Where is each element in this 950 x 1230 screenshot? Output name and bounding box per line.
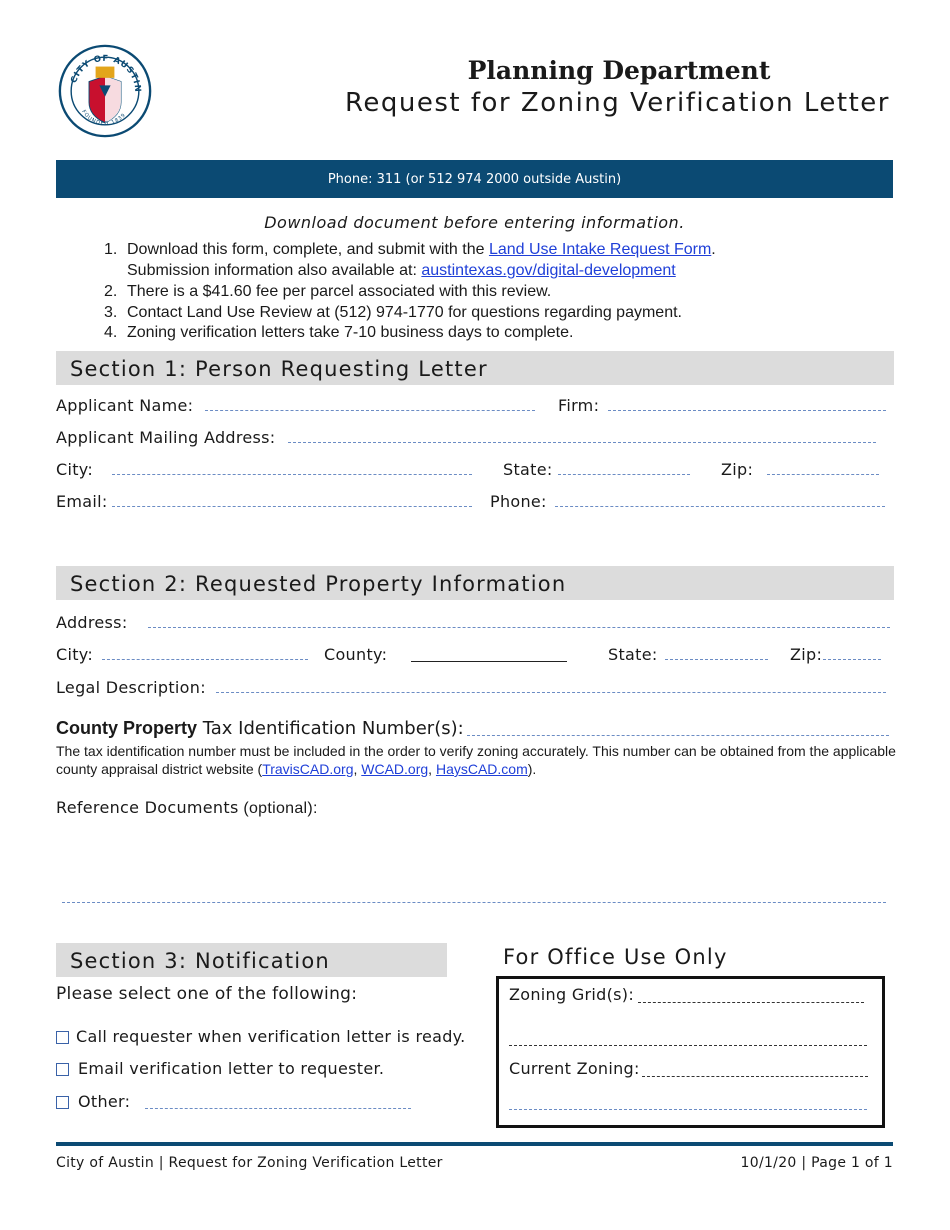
instruction-number: 2. — [104, 283, 118, 300]
mailing-address-field[interactable] — [288, 442, 876, 443]
other-label: Other: — [78, 1092, 131, 1111]
seal-ring-text: CITY OF AUSTIN — [68, 52, 144, 93]
tax-id-field[interactable] — [467, 735, 889, 736]
tax-id-note — [56, 742, 896, 778]
instruction-text: Contact Land Use Review at (512) 974-1770 for questions regarding payment. — [127, 304, 682, 321]
mailing-address-label: Applicant Mailing Address: — [56, 428, 276, 447]
link-separator: , — [428, 761, 436, 777]
footer-left-text: City of Austin | Request for Zoning Verification Letter — [56, 1155, 443, 1171]
zoning-grid-label: Zoning Grid(s): — [509, 985, 635, 1004]
legal-description-field[interactable] — [216, 692, 886, 693]
applicant-name-label: Applicant Name: — [56, 396, 194, 415]
email-label: Email: — [56, 492, 108, 511]
property-address-label: Address: — [56, 613, 128, 632]
reference-documents-field[interactable] — [62, 902, 886, 903]
current-zoning-label: Current Zoning: — [509, 1059, 640, 1078]
instruction-after: . — [711, 241, 716, 258]
applicant-city-field[interactable] — [112, 474, 472, 475]
other-field[interactable] — [145, 1108, 411, 1109]
reference-documents-label — [56, 798, 318, 818]
email-letter-checkbox[interactable] — [56, 1063, 69, 1076]
email-field[interactable] — [112, 506, 472, 507]
traviscad-link[interactable]: TravisCAD.org — [262, 761, 354, 777]
optional-text: (optional): — [238, 800, 318, 817]
phone-field[interactable] — [555, 506, 885, 507]
link-separator: , — [353, 761, 362, 777]
phone-banner: Phone: 311 (or 512 974 2000 outside Austin) — [56, 160, 893, 198]
other-checkbox[interactable] — [56, 1096, 69, 1109]
call-requester-label: Call requester when verification letter is ready. — [76, 1027, 466, 1046]
instruction-text: Zoning verification letters take 7-10 business days to complete. — [127, 324, 574, 341]
tax-note-text: The tax identification number must be included in the order to verify zoning accurately. This number can be obtained from the applicable county appraisal district website ( — [56, 743, 896, 777]
land-use-intake-link[interactable]: Land Use Intake Request Form — [488, 241, 712, 258]
office-use-heading: For Office Use Only — [503, 945, 728, 969]
applicant-city-label: City: — [56, 460, 94, 479]
tax-id-label — [56, 718, 464, 739]
property-zip-field[interactable] — [823, 659, 881, 660]
legal-description-label: Legal Description: — [56, 678, 206, 697]
instruction-text: Submission information also available at: — [127, 262, 422, 279]
applicant-name-field[interactable] — [205, 410, 535, 411]
applicant-zip-label: Zip: — [721, 460, 754, 479]
instruction-text: There is a $41.60 fee per parcel associated with this review. — [127, 283, 552, 300]
county-label: County: — [324, 645, 388, 664]
section3-heading: Section 3: Notification — [56, 943, 447, 977]
property-state-label: State: — [608, 645, 658, 664]
property-state-field[interactable] — [665, 659, 768, 660]
property-address-field[interactable] — [148, 627, 890, 628]
current-zoning-field[interactable] — [642, 1076, 868, 1077]
firm-label: Firm: — [558, 396, 600, 415]
firm-field[interactable] — [608, 410, 886, 411]
download-note: Download document before entering information. — [264, 213, 685, 232]
zoning-grid-field[interactable] — [638, 1002, 864, 1003]
notification-prompt: Please select one of the following: — [56, 984, 358, 1004]
department-name: Planning Department — [467, 56, 771, 85]
tax-id-label-bold: County Property — [56, 718, 198, 738]
tax-id-label-rest: Tax Identification Number(s): — [197, 718, 464, 739]
tax-note-end: ). — [527, 761, 537, 777]
phone-label: Phone: — [490, 492, 547, 511]
footer-right-text: 10/1/20 | Page 1 of 1 — [740, 1155, 893, 1171]
instruction-number: 3. — [104, 304, 118, 321]
applicant-zip-field[interactable] — [767, 474, 879, 475]
property-city-field[interactable] — [102, 659, 308, 660]
email-letter-label: Email verification letter to requester. — [78, 1059, 385, 1078]
footer-rule — [56, 1142, 893, 1146]
current-zoning-field-line2[interactable] — [509, 1109, 867, 1110]
section1-heading: Section 1: Person Requesting Letter — [56, 351, 894, 385]
call-requester-checkbox[interactable] — [56, 1031, 69, 1044]
section2-heading: Section 2: Requested Property Information — [56, 566, 894, 600]
applicant-state-field[interactable] — [558, 474, 690, 475]
property-zip-label: Zip: — [790, 645, 823, 664]
instruction-number: 1. — [104, 241, 118, 258]
wcad-link[interactable]: WCAD.org — [361, 761, 429, 777]
zoning-grid-field-line2[interactable] — [509, 1045, 867, 1046]
digital-development-link[interactable]: austintexas.gov/digital-development — [421, 262, 676, 279]
instruction-number: 4. — [104, 324, 118, 341]
applicant-state-label: State: — [503, 460, 553, 479]
instruction-text: Download this form, complete, and submit with the — [127, 241, 489, 258]
reference-documents-text: Reference Documents — [56, 798, 239, 817]
hayscad-link[interactable]: HaysCAD.com — [435, 761, 528, 777]
document-title: Request for Zoning Verification Letter — [344, 88, 890, 118]
seal-founded-text: FOUNDED 1839 — [80, 109, 128, 127]
county-field[interactable] — [411, 661, 567, 662]
property-city-label: City: — [56, 645, 94, 664]
